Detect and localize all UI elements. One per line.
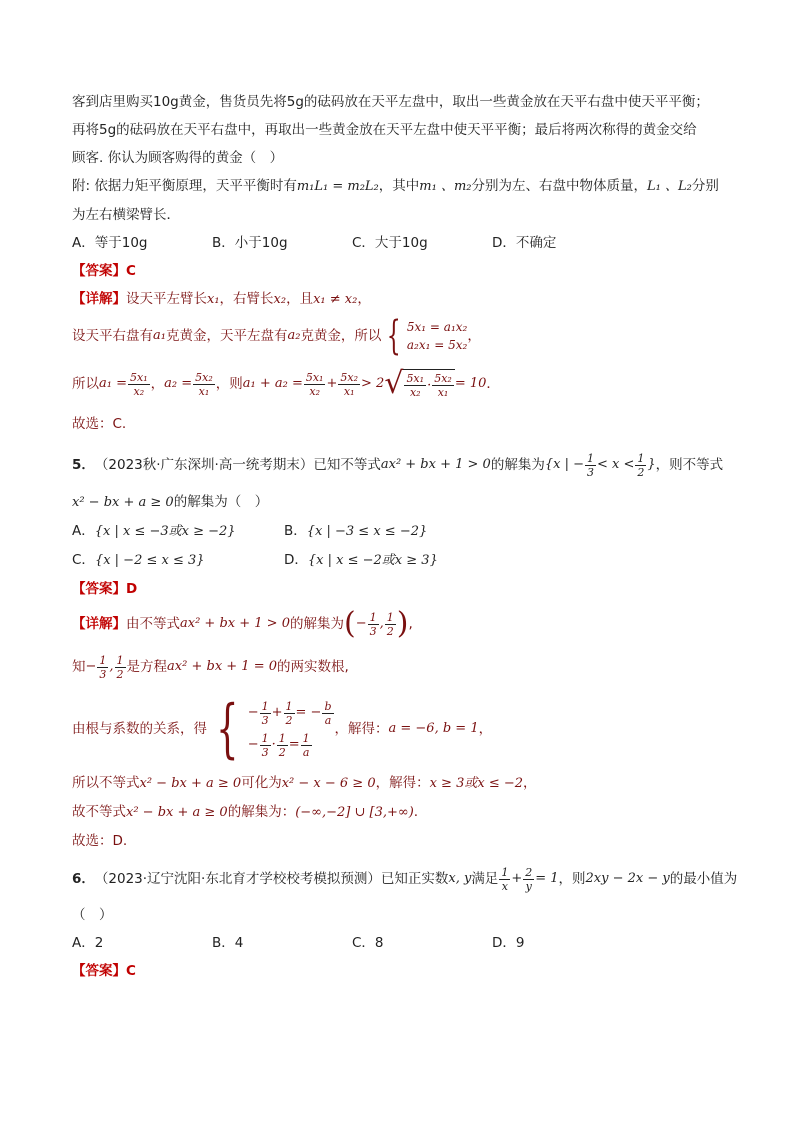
q4-note-line-1: 附: 依据力矩平衡原理，天平平衡时有m₁L₁ = m₂L₂，其中m₁ 、m₂分别为左、右盘中物体质量，L₁ 、L₂分别	[72, 178, 719, 194]
q4-stem-line-3: 顾客. 你认为顾客购得的黄金（ ）	[72, 150, 284, 166]
q6-option-a: A．2	[72, 935, 104, 951]
q4-options	[72, 229, 732, 257]
q5-detail-line-1: 【详解】 由不等式 ax² + bx + 1 > 0 的解集为 ( − $\frac{1}{3}$ , $\frac{1}{2}$ ) ,	[72, 606, 413, 641]
q5-detail-line-2: 知 − $\frac{1}{3}$ , $\frac{1}{2}$ 是方程 ax² + bx + 1 = 0 的两实数根,	[72, 653, 349, 681]
q5-option-c: C．{x | −2 ≤ x ≤ 3}	[72, 552, 205, 568]
q6-options	[72, 929, 732, 957]
q4-option-c: C．大于10g	[352, 235, 428, 251]
q5-detail-line-5: 故不等式x² − bx + a ≥ 0的解集为：(−∞,−2] ∪ [3,+∞).	[72, 804, 419, 820]
q4-option-d: D．不确定	[492, 235, 557, 251]
q4-detail-line-3: 所以 a₁ = $\frac{\text{5x₁}}{\text{x₂}}$ ， a₂ = $\frac{\text{5x₂}}{\text{x₁}}$ ，则 a₁ + a₂ = $\frac{\text{5x₁}}{\text{x₂}}$ + $\frac{\text{5x₂}}{\text{x₁}}$ > 2 √ $\frac{\text{5x₁}}{\text{x₂}}$ · $\frac{\text{5x₂}}{\text{x₁}}$ = 10 ．	[72, 366, 500, 401]
q4-detail-line-2: 设天平右盘有 a₁ 克黄金，天平左盘有 a₂ 克黄金，所以 { 5x₁ = a₁x₂ a₂x₁ = 5x₂ ，	[72, 313, 481, 359]
q5-options-row-1	[72, 517, 732, 546]
q5-detail-line-3: 由根与系数的关系，得 { − $\frac{1}{3}$ + $\frac{1}{2}$ = − $\frac{b}{a}$ − $\frac{1}{3}$ · $\frac{1}{2}$ = $\frac{1}{a}$ ，解得： a = −6, b = 1 ，	[72, 692, 493, 766]
torque-formula: m₁L₁ = m₂L₂	[296, 179, 379, 194]
q5-answer: 【答案】D	[72, 581, 138, 597]
q4-conclusion: 故选：C.	[72, 416, 127, 432]
left-brace: {	[216, 692, 239, 766]
q4-option-b: B．小于10g	[212, 235, 288, 251]
q6-option-c: C．8	[352, 935, 384, 951]
q4-option-a: A．等于10g	[72, 235, 148, 251]
q5-source: （2023秋·广东深圳·高一统考期末）	[94, 457, 314, 473]
q6-option-d: D．9	[492, 935, 525, 951]
q5-option-a: A．{x | x ≤ −3或x ≥ −2}	[72, 523, 236, 539]
q5-option-b: B．{x | −3 ≤ x ≤ −2}	[284, 523, 428, 539]
q5-equation-system: { − $\frac{1}{3}$ + $\frac{1}{2}$ = − $\frac{b}{a}$ − $\frac{1}{3}$ · $\frac{1}{2}$ = $\frac{1}{a}$	[216, 692, 332, 766]
q4-stem-line-1: 客到店里购买10g黄金，售货员先将5g的砝码放在天平左盘中，取出一些黄金放在天平右盘中使天平平衡；	[72, 94, 709, 110]
q4-detail-line-1: 【详解】设天平左臂长x₁，右臂长x₂，且x₁ ≠ x₂，	[72, 291, 371, 307]
q6-source: （2023·辽宁沈阳·东北育才学校校考模拟预测）	[94, 871, 381, 887]
square-root: √ $\frac{\text{5x₁}}{\text{x₂}}$ · $\frac{\text{5x₂}}{\text{x₁}}$	[384, 369, 455, 400]
q4-stem-line-2: 再将5g的砝码放在天平右盘中，再取出一些黄金放在天平左盘中使天平平衡；最后将两次称得的黄金交给	[72, 122, 697, 138]
q5-option-d: D．{x | x ≤ −2或x ≥ 3}	[284, 552, 438, 568]
q4-note-line-2: 为左右横梁臂长．	[72, 207, 180, 223]
q5-stem-line-1: 5． （2023秋·广东深圳·高一统考期末） 已知不等式 ax² + bx + 1 > 0 的解集为 {x | − $\frac{1}{3}$ < x < $\frac{1}{2}$ } ，则不等式	[72, 451, 724, 479]
q5-options-row-2	[72, 546, 732, 575]
q6-stem-line-2: （ ）	[72, 907, 113, 923]
q5-detail-line-4: 所以不等式x² − bx + a ≥ 0可化为x² − x − 6 ≥ 0，解得：x ≥ 3或x ≤ −2，	[72, 775, 537, 791]
q4-equation-system: { 5x₁ = a₁x₂ a₂x₁ = 5x₂	[387, 313, 468, 359]
document-page	[72, 88, 738, 985]
q6-option-b: B．4	[212, 935, 244, 951]
q5-conclusion: 故选：D.	[72, 833, 128, 849]
q4-answer: 【答案】C	[72, 263, 136, 279]
q5-stem-line-2: x² − bx + a ≥ 0的解集为（ ）	[72, 494, 269, 510]
q6-stem-line-1: 6． （2023·辽宁沈阳·东北育才学校校考模拟预测） 已知正实数 x, y 满足 $\frac{1}{x}$ + $\frac{2}{y}$ = 1 ，则 2xy − 2x − y 的最小值为	[72, 865, 738, 893]
left-brace: {	[387, 313, 402, 359]
q6-answer: 【答案】C	[72, 963, 136, 979]
